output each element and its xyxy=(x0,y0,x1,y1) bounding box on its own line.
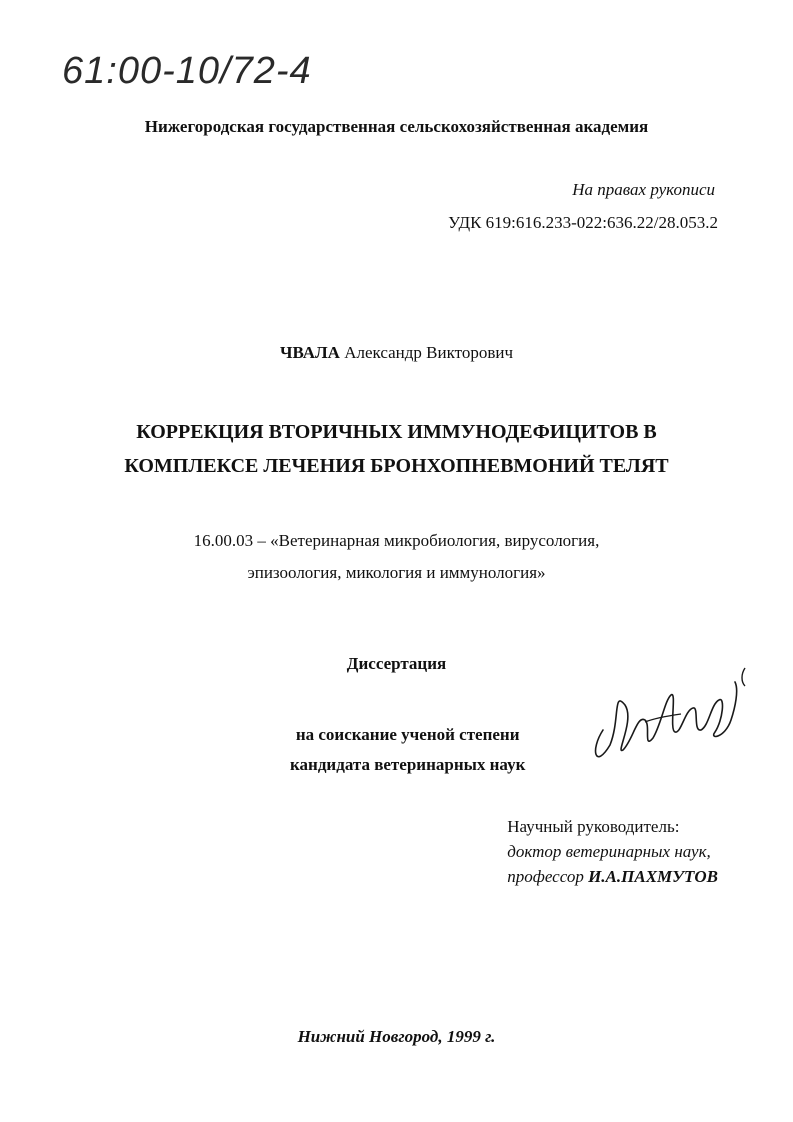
supervisor-name: И.А.ПАХМУТОВ xyxy=(588,867,718,886)
city-year: Нижний Новгород, 1999 г. xyxy=(297,1027,496,1046)
handwritten-signature xyxy=(585,660,755,770)
specialty xyxy=(0,525,793,589)
supervisor-degree: доктор ветеринарных наук, xyxy=(507,842,711,861)
degree-line-2: кандидата ветеринарных наук xyxy=(290,755,526,774)
manuscript-rights: На правах рукописи xyxy=(572,180,715,199)
document-type: Диссертация xyxy=(346,654,447,673)
archive-stamp: 61:00-10/72-4 xyxy=(62,50,312,92)
title-line-1: КОРРЕКЦИЯ ВТОРИЧНЫХ ИММУНОДЕФИЦИТОВ В xyxy=(136,421,657,443)
specialty-line-1: 16.00.03 – «Ветеринарная микробиология, вирусология, xyxy=(193,531,600,550)
dissertation-title xyxy=(0,415,793,483)
degree-sought xyxy=(290,720,525,780)
supervisor-rank: профессор xyxy=(507,867,584,886)
title-line-2: КОМПЛЕКСЕ ЛЕЧЕНИЯ БРОНХОПНЕВМОНИЙ ТЕЛЯТ xyxy=(124,455,669,477)
udc-code: УДК 619:616.233-022:636.22/28.053.2 xyxy=(448,213,718,232)
supervisor-rank-line xyxy=(507,864,718,889)
specialty-line-2: эпизоология, микология и иммунология» xyxy=(247,563,546,582)
institution-name: Нижегородская государственная сельскохозяйственная академия xyxy=(144,117,649,136)
scientific-supervisor xyxy=(507,814,718,889)
author-given-names: Александр Викторович xyxy=(344,343,513,362)
degree-line-1: на соискание ученой степени xyxy=(295,725,520,744)
author-name xyxy=(0,343,793,363)
author-surname: ЧВАЛА xyxy=(279,343,340,362)
supervisor-label: Научный руководитель: xyxy=(507,817,680,836)
